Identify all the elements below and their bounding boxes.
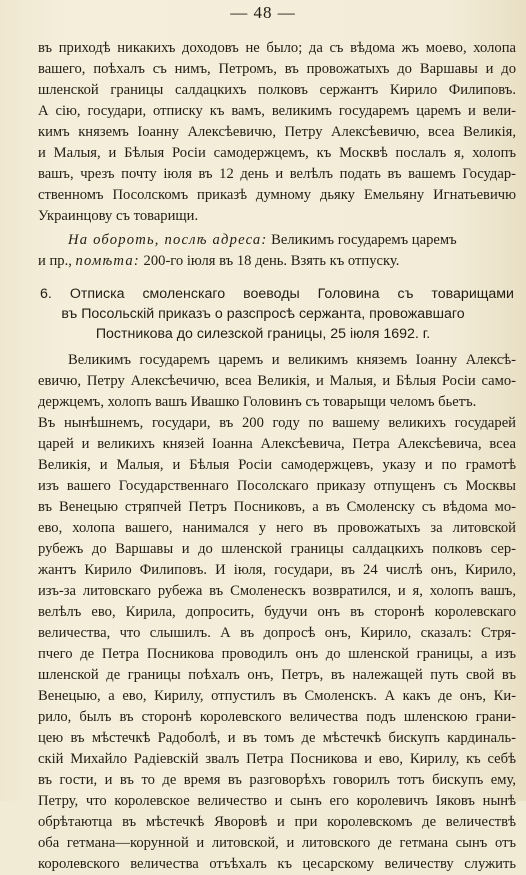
text-line: изъ вашего Государственнаго Посолскаго приказу отпущенъ съ Москвы: [38, 478, 516, 494]
note-line: [0, 251, 526, 272]
text-line: Въ нынѣшнемъ, государи, въ 200 году по вашему великихъ государей: [38, 415, 516, 431]
text-line: въ приходѣ никакихъ доходовъ не было; да съ вѣдома жъ моево, холопа: [38, 40, 516, 56]
section-heading: [0, 284, 526, 344]
text-line: въ Венецыю стряпчей Петръ Посниковъ, а въ Смоленску съ вѣдома мо-: [38, 499, 516, 515]
note-text: 200-го іюля въ 18 день. Взять къ отпуску.: [143, 253, 400, 269]
section-number: 6.: [40, 286, 52, 302]
note-label: помѣта:: [75, 253, 140, 269]
text-line: королевского величества отъѣхалъ къ цесарскому величеству служить: [38, 856, 516, 872]
text-line: ево, холопа вашего, нанимался у него въ провожатыхъ за литовской: [38, 520, 516, 536]
text-line: А сію, государи, отписку къ вамъ, великимъ государемъ царемъ и вели-: [38, 103, 516, 119]
text-line: изъ-за литовскаго рубежа въ Смоленескъ возвратился, и я, холопъ вашъ,: [38, 583, 516, 599]
note-text: Великимъ государемъ царемъ: [271, 232, 457, 248]
text-line: и Малыя, и Бѣлыя Росіи самодержцемъ, къ Москвѣ послалъ я, холопъ: [38, 145, 516, 161]
text-line: пчего де Петра Посникова проводилъ онъ до шленской границы, а изъ: [38, 646, 516, 662]
text-line: велѣлъ ево, Кирила, допросить, будучи онъ въ сторонѣ королевскаго: [38, 604, 516, 620]
section-title: Отписка смоленскаго воеводы Головина съ товарищами: [69, 286, 514, 302]
section-title-line: Постникова до силезской границы, 25 іюля 1692. г.: [95, 326, 431, 342]
text-line: цею въ мѣстечкѣ Радоболѣ, и въ томъ де мѣстечкѣ бискупъ кардиналь-: [38, 730, 516, 746]
text-line: шленской де границы поѣхалъ онъ, Петръ, въ належащей путь свой въ: [38, 667, 516, 683]
text-line: рило, былъ въ сторонѣ королевского величества подъ шленскою грани-: [38, 709, 516, 725]
text-line: Великимъ государемъ царемъ и великимъ княземъ Іоанну Алексѣ-: [68, 352, 516, 368]
note-prefix: и пр.,: [38, 253, 72, 269]
text-line: величества, что слышилъ. А въ допросѣ онъ, Кирило, сказалъ: Стря-: [38, 625, 516, 641]
text-line: обрѣтаютца въ мѣстечкѣ Яворовѣ и при королевскомъ де величествѣ: [38, 814, 516, 830]
text-line: въ гости, и въ то де время въ разговорѣхъ говорилъ тотъ бискупъ ему,: [38, 772, 516, 788]
text-line: скій Михайло Радіевскій звалъ Петра Посникова и ево, Кирилу, къ себѣ: [38, 751, 516, 767]
text-line: оба гетмана—корунной и литовской, и литовского де гетмана сынъ отъ: [38, 835, 516, 851]
letter-body: [0, 350, 526, 875]
section-title-line: въ Посольскій приказъ о разспросѣ сержанта, провожавшаго: [61, 306, 465, 322]
text-line: жантъ Кирило Филиповъ. И іюля, государи, въ 24 числѣ онъ, Кирило,: [38, 562, 516, 578]
text-line: Украинцову съ товарищи.: [38, 208, 199, 224]
text-line: шленской границы салдацкихъ полковъ сержантъ Кирило Филиповъ.: [38, 82, 516, 98]
section-title-line: [0, 284, 526, 304]
text-line: рубежъ до Варшавы и до шленской границы салдацкихъ полковъ сер-: [38, 541, 516, 557]
text-line: Великія, и Малыя, и Бѣлыя Росіи самодержцевъ, указу и по грамотѣ: [38, 457, 516, 473]
page-number: — 48 —: [230, 3, 296, 22]
text-line: вашего, поѣхалъ съ нимъ, Петромъ, въ провожатыхъ до Варшавы и до: [38, 61, 516, 77]
text-line: держцемъ, холопъ вашъ Ивашко Головинъ съ товарыщи челомъ бьетъ.: [38, 394, 477, 410]
text-line: евичю, Петру Алексѣечичю, всеа Великія, и Малыя, и Бѣлыя Росіи само-: [38, 373, 516, 389]
intro-paragraph: [0, 38, 526, 227]
text-line: кимъ княземъ Іоанну Алексѣевичю, Петру Алексѣевичю, всеа Великія,: [38, 124, 516, 140]
endorsement-note: [0, 230, 526, 272]
note-label: На обороть, послѣ адреса:: [68, 232, 268, 248]
text-line: ственномъ Посолскомъ приказѣ думному дьяку Емельяну Игнатьевичю: [38, 187, 516, 203]
text-line: царей и великихъ князей Іоанна Алексѣевича, Петра Алексѣевича, всеа: [38, 436, 516, 452]
note-line: [0, 230, 526, 251]
text-line: вашъ, чрезъ почту іюля въ 12 день и велѣлъ подать въ вашемъ Государ-: [38, 166, 516, 182]
text-line: Петру, что королевское величество и сынъ его королевичъ Іяковъ нынѣ: [38, 793, 516, 809]
text-line: Венецыю, а ево, Кирилу, отпустилъ въ Смоленскъ. А какъ де онъ, Ки-: [38, 688, 516, 704]
